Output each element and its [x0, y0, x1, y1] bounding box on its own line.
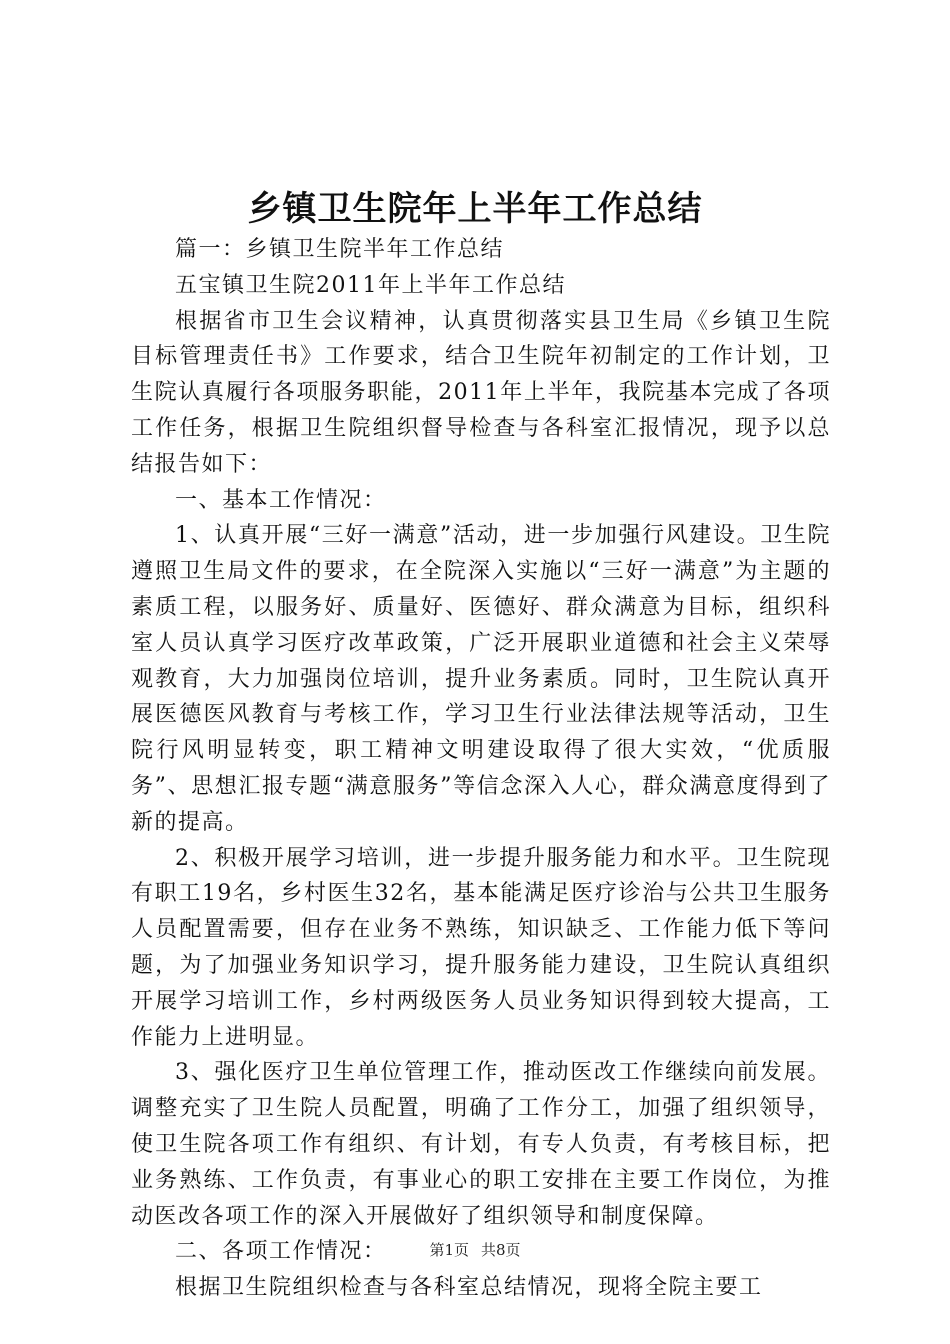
document-body: [131, 232, 831, 1306]
report-title: 五宝镇卫生院2011年上半年工作总结: [175, 272, 566, 298]
page-number: 第1页: [429, 1241, 469, 1259]
page-footer: [0, 1240, 950, 1260]
body-paragraph: 2、积极开展学习培训，进一步提升服务能力和水平。卫生院现有职工19名，乡村医生32名，基本能满足医疗诊治与公共卫生服务人员配置需要，但存在业务不熟练，知识缺乏、工作能力低下等问题，为了加强业务知识学习，提升服务能力建设，卫生院认真组织开展学习培训工作，乡村两级医务人员业务知识得到较大提高，工作能力上进明显。: [131, 845, 831, 1050]
page-total: 共8页: [481, 1241, 521, 1259]
section-heading: 二、各项工作情况：: [175, 1239, 387, 1265]
section-heading: 篇一：乡镇卫生院半年工作总结: [175, 237, 505, 262]
section-heading: 一、基本工作情况：: [175, 487, 387, 513]
body-paragraph: 根据卫生院组织检查与各科室总结情况，现将全院主要工: [175, 1275, 763, 1301]
body-paragraph: 根据省市卫生会议精神，认真贯彻落实县卫生局《乡镇卫生院目标管理责任书》工作要求，结合卫生院年初制定的工作计划，卫生院认真履行各项服务职能，2011年上半年，我院基本完成了各项工作任务，根据卫生院组织督导检查与各科室汇报情况，现予以总结报告如下：: [131, 308, 831, 477]
document-title: 乡镇卫生院年上半年工作总结: [247, 189, 703, 229]
body-paragraph: 3、强化医疗卫生单位管理工作，推动医改工作继续向前发展。调整充实了卫生院人员配置，明确了工作分工，加强了组织领导，使卫生院各项工作有组织、有计划，有专人负责，有考核目标，把业务熟练、工作负责，有事业心的职工安排在主要工作岗位，为推动医改各项工作的深入开展做好了组织领导和制度保障。: [131, 1060, 831, 1229]
body-paragraph: 1、认真开展“三好一满意”活动，进一步加强行风建设。卫生院遵照卫生局文件的要求，在全院深入实施以“三好一满意”为主题的素质工程，以服务好、质量好、医德好、群众满意为目标，组织科室人员认真学习医疗改革政策，广泛开展职业道德和社会主义荣辱观教育，大力加强岗位培训，提升业务素质。同时，卫生院认真开展医德医风教育与考核工作，学习卫生行业法律法规等活动，卫生院行风明显转变，职工精神文明建设取得了很大实效，“优质服务”、思想汇报专题“满意服务”等信念深入人心，群众满意度得到了新的提高。: [131, 523, 831, 835]
